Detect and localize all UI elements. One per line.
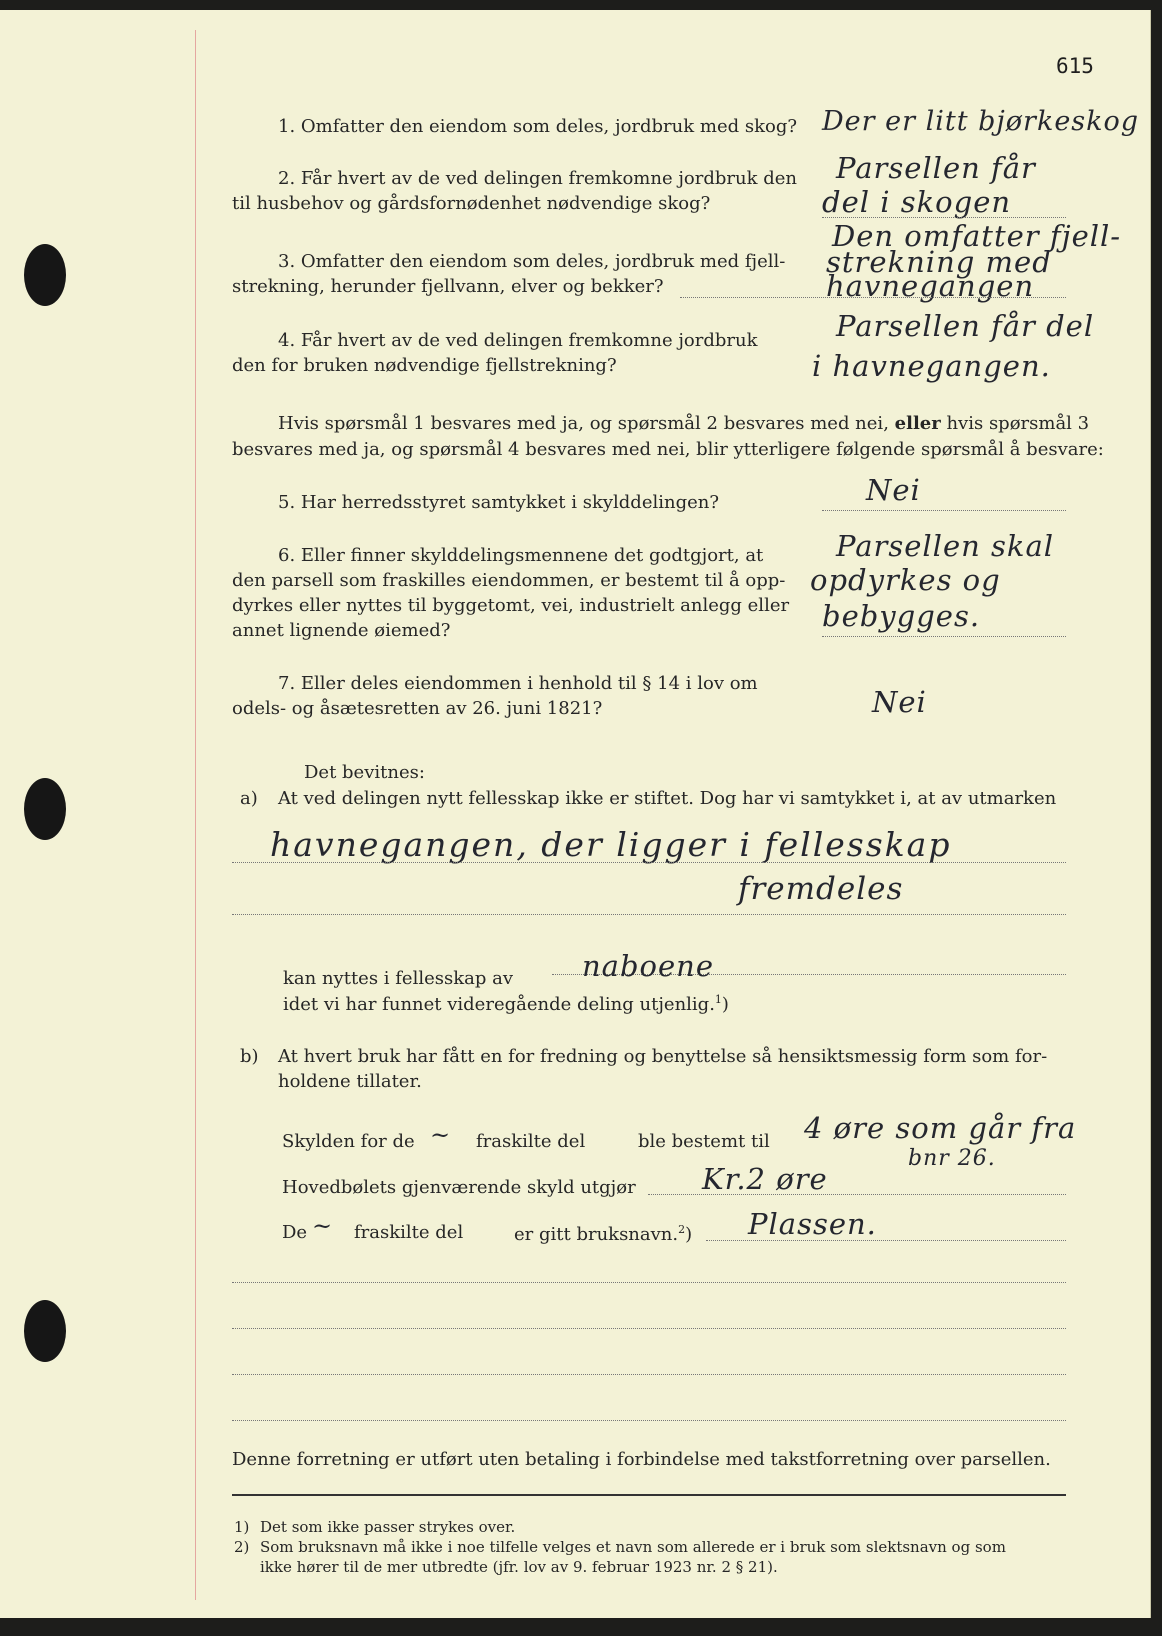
item-a-handwriting-line1: havnegangen, der ligger i fellesskap [270,825,952,864]
conditional-text-part: hvis spørsmål 3 [946,413,1090,434]
footnote-rule [232,1494,1066,1496]
idet-text: idet vi har funnet videregående deling utjenlig.$^1$) [283,993,729,1015]
conditional-text-line2: besvares med ja, og spørsmål 4 besvares med nei, blir ytterligere følgende spørsmål å besvare: [232,439,1104,460]
question-1: 1. Omfatter den eiendom som deles, jordbruk med skog? [278,116,797,137]
footnote-2-mark: 2) [234,1538,250,1556]
question-3-line1: 3. Omfatter den eiendom som deles, jordbruk med fjell- [278,251,786,272]
binder-hole [24,244,66,306]
blank-line [232,1328,1066,1329]
footnote-2-line1: Som bruksnavn må ikke i noe tilfelle velges et navn som allerede er i bruk som slektsnavn og som [260,1538,1006,1556]
skyld-row1-label: Skylden for de [282,1131,415,1152]
answer-3-line3: havnegangen [826,269,1035,303]
answer-4-line1: Parsellen får del [836,309,1095,343]
item-a-handwriting-line2: fremdeles [738,871,904,907]
answer-line [822,510,1066,511]
kan-nyttes-text: kan nyttes i fellesskap av [283,968,514,989]
answer-line [822,217,1066,218]
question-6-line4: annet lignende øiemed? [232,620,451,641]
answer-6-line1: Parsellen skal [836,529,1055,563]
item-b-line2: holdene tillater. [278,1071,422,1092]
document-page [0,10,1151,1618]
item-b-label: b) [240,1046,259,1067]
answer-2-line1: Parsellen får [836,151,1036,185]
answer-7: Nei [872,685,927,719]
footnote-ref: 2 [678,1223,686,1236]
item-a-label: a) [240,788,258,809]
skyld-row2-handwriting: Kr.2 øre [702,1162,828,1196]
skyld-row3-bruksnavn-text: er gitt bruksnavn. [514,1224,679,1245]
skyld-row3-bruksnavn: er gitt bruksnavn.$^2$) [514,1223,693,1245]
skyld-row3-label: De [282,1222,308,1243]
answer-line [232,862,1066,863]
answer-1: Der er litt bjørkeskog [822,106,1140,137]
question-6-line1: 6. Eller finner skylddelingsmennene det godtgjort, at [278,545,764,566]
skyld-row3-handwriting: Plassen. [748,1207,877,1241]
question-4-line2: den for bruken nødvendige fjellstrekning? [232,355,617,376]
question-7-line2: odels- og åsætesretten av 26. juni 1821? [232,698,603,719]
answer-3-line1: Den omfatter fjell- [832,219,1122,253]
conditional-text-line1 [278,415,1089,433]
skyld-row1-fraskilte: fraskilte del [476,1131,586,1152]
strike-mark: ~ [312,1212,334,1240]
conditional-text-part: Hvis spørsmål 1 besvares med ja, og spørsmål 2 besvares med nei, [278,413,889,434]
item-a-text: At ved delingen nytt fellesskap ikke er stiftet. Dog har vi samtykket i, at av utmarken [278,788,1057,809]
skyld-row2-label: Hovedbølets gjenværende skyld utgjør [282,1177,636,1198]
blank-line [232,1282,1066,1283]
footnote-2-line2: ikke hører til de mer utbredte (jfr. lov av 9. februar 1923 nr. 2 § 21). [260,1558,778,1576]
item-b-line1: At hvert bruk har fått en for fredning og benyttelse så hensiktsmessig form som for- [278,1046,1048,1067]
kan-nyttes-handwriting: naboene [582,949,714,983]
question-4-line1: 4. Får hvert av de ved delingen fremkomne jordbruk [278,330,758,351]
answer-6-line3: bebygges. [822,599,981,633]
blank-line [232,1374,1066,1375]
footnote-1: Det som ikke passer strykes over. [260,1518,516,1536]
answer-5: Nei [866,473,921,507]
answer-4-line2: i havnegangen. [812,349,1051,383]
answer-2-line2: del i skogen [822,185,1012,219]
binder-hole [24,1300,66,1362]
footnote-1-mark: 1) [234,1518,250,1536]
answer-line [232,914,1066,915]
bevitnes-heading: Det bevitnes: [304,762,425,783]
question-2-line2: til husbehov og gårdsfornødenhet nødvendige skog? [232,193,711,214]
question-5: 5. Har herredsstyret samtykket i skylddelingen? [278,492,719,513]
answer-3-line2: strekning med [826,245,1052,279]
skyld-row1-bestemt: ble bestemt til [638,1131,770,1152]
question-2-line1: 2. Får hvert av de ved delingen fremkomne jordbruk den [278,168,797,189]
strike-mark: ~ [430,1121,452,1149]
skyld-row1-handwriting-line2: bnr 26. [908,1146,996,1171]
margin-rule [195,30,196,1600]
page-number: 615 [1056,54,1094,78]
answer-6-line2: opdyrkes og [810,563,1001,597]
idet-text-main: idet vi har funnet videregående deling utjenlig. [283,994,715,1015]
conditional-text-bold: eller [894,413,941,434]
skyld-row1-handwriting-line1: 4 øre som går fra [804,1111,1077,1145]
binder-hole [24,778,66,840]
question-7-line1: 7. Eller deles eiendommen i henhold til § 14 i lov om [278,673,758,694]
question-3-line2: strekning, herunder fjellvann, elver og bekker? [232,276,664,297]
question-6-line2: den parsell som fraskilles eiendommen, er bestemt til å opp- [232,570,786,591]
blank-line [232,1420,1066,1421]
footnote-ref: 1 [714,993,722,1006]
skyld-row3-fraskilte: fraskilte del [354,1222,464,1243]
question-6-line3: dyrkes eller nyttes til byggetomt, vei, industrielt anlegg eller [232,595,790,616]
answer-line [822,636,1066,637]
answer-line [680,297,1066,298]
closing-statement: Denne forretning er utført uten betaling i forbindelse med takstforretning over parsellen. [232,1449,1051,1470]
